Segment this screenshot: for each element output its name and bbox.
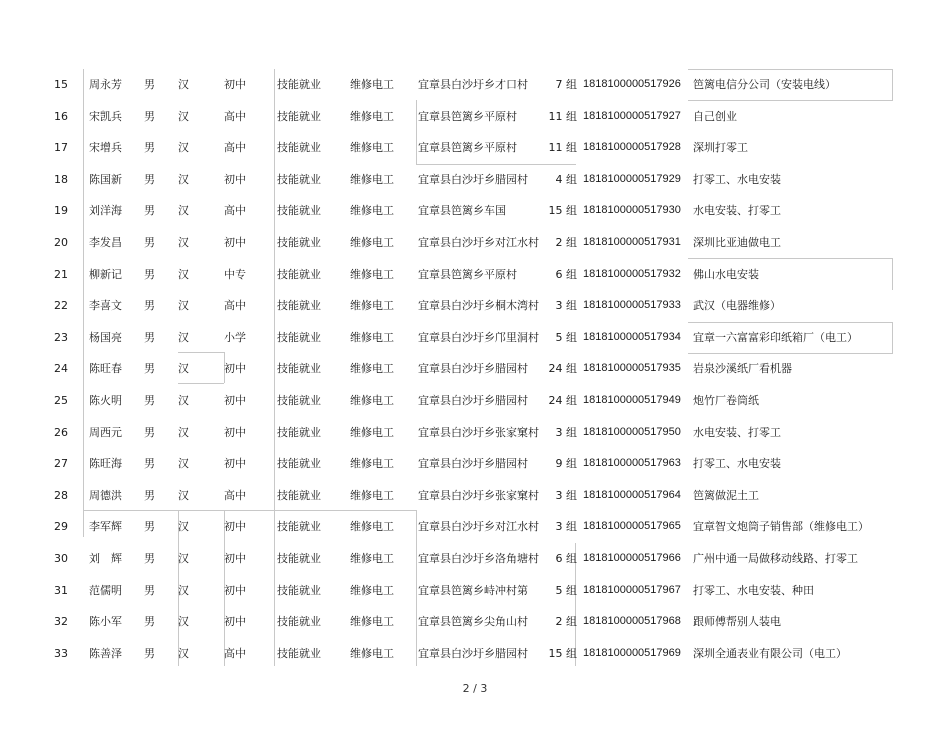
education: 高中 xyxy=(224,488,246,502)
group: 6 组 xyxy=(555,551,577,565)
education: 高中 xyxy=(224,109,246,123)
employment-type: 技能就业 xyxy=(277,299,321,313)
gender: 男 xyxy=(144,551,155,565)
gender: 男 xyxy=(144,646,155,660)
gender: 男 xyxy=(144,299,155,313)
certificate-number: 1818100000517932 xyxy=(583,267,681,280)
row-number: 24 xyxy=(54,362,68,376)
row-number: 28 xyxy=(54,488,68,502)
address: 宜章县白沙圩乡腊园村 xyxy=(418,646,528,660)
person-name: 周西元 xyxy=(89,425,122,439)
occupation: 维修电工 xyxy=(350,583,394,597)
education: 小学 xyxy=(224,330,246,344)
occupation: 维修电工 xyxy=(350,520,394,534)
workplace: 炮竹厂卷筒纸 xyxy=(693,393,759,407)
employment-type: 技能就业 xyxy=(277,615,321,629)
ethnicity: 汉 xyxy=(178,646,189,660)
ethnicity: 汉 xyxy=(178,204,189,218)
address: 宜章县白沙圩乡才口村 xyxy=(418,78,528,91)
occupation: 维修电工 xyxy=(350,551,394,565)
education: 初中 xyxy=(224,172,246,186)
gender: 男 xyxy=(144,172,155,186)
certificate-number: 1818100000517968 xyxy=(583,615,681,628)
employment-type: 技能就业 xyxy=(277,172,321,186)
table-row xyxy=(0,227,950,259)
table-row xyxy=(0,638,950,670)
person-name: 陈火明 xyxy=(89,393,122,407)
occupation: 维修电工 xyxy=(350,457,394,471)
ethnicity: 汉 xyxy=(178,583,189,597)
employment-type: 技能就业 xyxy=(277,362,321,376)
person-name: 陈旺春 xyxy=(89,362,122,376)
person-name: 柳新记 xyxy=(89,267,122,281)
employment-type: 技能就业 xyxy=(277,109,321,123)
employment-type: 技能就业 xyxy=(277,204,321,218)
table-row xyxy=(0,543,950,575)
employment-type: 技能就业 xyxy=(277,330,321,344)
row-number: 21 xyxy=(54,267,68,281)
table-row xyxy=(0,322,950,354)
occupation: 维修电工 xyxy=(350,204,394,218)
row-number: 22 xyxy=(54,299,68,313)
address: 宜章县白沙圩乡桐木湾村 xyxy=(418,299,539,313)
group: 3 组 xyxy=(555,488,577,502)
workplace: 打零工、水电安装 xyxy=(693,172,781,186)
occupation: 维修电工 xyxy=(350,172,394,186)
employment-type: 技能就业 xyxy=(277,78,321,91)
row-number: 15 xyxy=(54,78,68,91)
workplace: 深圳比亚迪做电工 xyxy=(693,235,781,249)
certificate-number: 1818100000517965 xyxy=(583,520,681,533)
education: 高中 xyxy=(224,204,246,218)
ethnicity: 汉 xyxy=(178,425,189,439)
workplace: 笆篱做泥土工 xyxy=(693,488,759,502)
gender: 男 xyxy=(144,583,155,597)
occupation: 维修电工 xyxy=(350,393,394,407)
education: 初中 xyxy=(224,583,246,597)
gender: 男 xyxy=(144,488,155,502)
person-name: 陈小军 xyxy=(89,615,122,629)
gender: 男 xyxy=(144,141,155,155)
ethnicity: 汉 xyxy=(178,172,189,186)
person-name: 陈善泽 xyxy=(89,646,122,660)
certificate-number: 1818100000517934 xyxy=(583,330,681,343)
workplace: 水电安装、打零工 xyxy=(693,425,781,439)
ethnicity: 汉 xyxy=(178,299,189,313)
gender: 男 xyxy=(144,425,155,439)
table-row xyxy=(0,606,950,638)
person-name: 陈国新 xyxy=(89,172,122,186)
row-number: 18 xyxy=(54,172,68,186)
address: 宜章县白沙圩乡洛角塘村 xyxy=(418,551,539,565)
page-number: 2 / 3 xyxy=(462,682,488,695)
workplace: 深圳全通表业有限公司（电工） xyxy=(693,646,847,660)
person-name: 周德洪 xyxy=(89,488,122,502)
table-row xyxy=(0,132,950,164)
occupation: 维修电工 xyxy=(350,488,394,502)
employment-type: 技能就业 xyxy=(277,646,321,660)
education: 初中 xyxy=(224,362,246,376)
ethnicity: 汉 xyxy=(178,551,189,565)
group: 7 组 xyxy=(555,78,577,91)
certificate-number: 1818100000517949 xyxy=(583,393,681,406)
occupation: 维修电工 xyxy=(350,425,394,439)
address: 宜章县白沙圩乡腊园村 xyxy=(418,362,528,376)
table-row xyxy=(0,448,950,480)
workplace: 笆篱电信分公司（安装电线） xyxy=(693,78,836,91)
table-row xyxy=(0,259,950,291)
address: 宜章县笆篱乡平原村 xyxy=(418,267,517,281)
address: 宜章县白沙圩乡邝里洞村 xyxy=(418,330,539,344)
education: 中专 xyxy=(224,267,246,281)
workplace: 宜章一六富富彩印纸箱厂（电工） xyxy=(693,330,858,344)
occupation: 维修电工 xyxy=(350,299,394,313)
gender: 男 xyxy=(144,78,155,91)
employment-type: 技能就业 xyxy=(277,393,321,407)
education: 初中 xyxy=(224,235,246,249)
occupation: 维修电工 xyxy=(350,615,394,629)
occupation: 维修电工 xyxy=(350,330,394,344)
education: 高中 xyxy=(224,646,246,660)
education: 高中 xyxy=(224,299,246,313)
person-name: 宋凯兵 xyxy=(89,109,122,123)
occupation: 维修电工 xyxy=(350,78,394,91)
gender: 男 xyxy=(144,267,155,281)
table-row xyxy=(0,101,950,133)
gender: 男 xyxy=(144,520,155,534)
group: 9 组 xyxy=(555,457,577,471)
education: 初中 xyxy=(224,551,246,565)
address: 宜章县白沙圩乡腊园村 xyxy=(418,393,528,407)
employment-type: 技能就业 xyxy=(277,488,321,502)
employment-type: 技能就业 xyxy=(277,141,321,155)
person-name: 宋增兵 xyxy=(89,141,122,155)
employment-type: 技能就业 xyxy=(277,520,321,534)
certificate-number: 1818100000517966 xyxy=(583,551,681,564)
certificate-number: 1818100000517927 xyxy=(583,109,681,122)
certificate-number: 1818100000517935 xyxy=(583,362,681,375)
ethnicity: 汉 xyxy=(178,615,189,629)
employment-type: 技能就业 xyxy=(277,583,321,597)
certificate-number: 1818100000517963 xyxy=(583,457,681,470)
group: 11 组 xyxy=(548,141,577,155)
certificate-number: 1818100000517930 xyxy=(583,204,681,217)
certificate-number: 1818100000517926 xyxy=(583,78,681,90)
workplace: 深圳打零工 xyxy=(693,141,748,155)
workplace: 打零工、水电安装 xyxy=(693,457,781,471)
gender: 男 xyxy=(144,362,155,376)
employment-type: 技能就业 xyxy=(277,267,321,281)
address: 宜章县白沙圩乡张家窠村 xyxy=(418,488,539,502)
person-name: 李发昌 xyxy=(89,235,122,249)
certificate-number: 1818100000517929 xyxy=(583,172,681,185)
row-number: 16 xyxy=(54,109,68,123)
occupation: 维修电工 xyxy=(350,267,394,281)
group: 11 组 xyxy=(548,109,577,123)
row-number: 31 xyxy=(54,583,68,597)
person-name: 李军辉 xyxy=(89,520,122,534)
row-number: 29 xyxy=(54,520,68,534)
certificate-number: 1818100000517928 xyxy=(583,141,681,154)
group: 3 组 xyxy=(555,520,577,534)
certificate-number: 1818100000517964 xyxy=(583,488,681,501)
education: 初中 xyxy=(224,615,246,629)
ethnicity: 汉 xyxy=(178,393,189,407)
table-row xyxy=(0,385,950,417)
address: 宜章县白沙圩乡腊园村 xyxy=(418,172,528,186)
address: 宜章县白沙圩乡对江水村 xyxy=(418,520,539,534)
table-row xyxy=(0,511,950,543)
group: 24 组 xyxy=(548,393,577,407)
workplace: 宜章智文炮筒子销售部（维修电工） xyxy=(693,520,869,534)
row-number: 26 xyxy=(54,425,68,439)
group: 2 组 xyxy=(555,615,577,629)
employment-type: 技能就业 xyxy=(277,235,321,249)
table-row xyxy=(0,195,950,227)
person-name: 李喜文 xyxy=(89,299,122,313)
workplace: 广州中通一局做移动线路、打零工 xyxy=(693,551,858,565)
workplace: 岩泉沙溪纸厂看机器 xyxy=(693,362,792,376)
certificate-number: 1818100000517931 xyxy=(583,235,681,248)
table-row xyxy=(0,480,950,512)
ethnicity: 汉 xyxy=(178,78,189,91)
table-row xyxy=(0,69,950,101)
person-name: 杨国亮 xyxy=(89,330,122,344)
education: 初中 xyxy=(224,78,246,91)
person-name: 刘洋海 xyxy=(89,204,122,218)
trainee-table xyxy=(0,69,950,669)
group: 5 组 xyxy=(555,330,577,344)
address: 宜章县笆篱乡尖角山村 xyxy=(418,615,528,629)
row-number: 17 xyxy=(54,141,68,155)
ethnicity: 汉 xyxy=(178,109,189,123)
certificate-number: 1818100000517967 xyxy=(583,583,681,596)
group: 24 组 xyxy=(548,362,577,376)
occupation: 维修电工 xyxy=(350,362,394,376)
certificate-number: 1818100000517933 xyxy=(583,299,681,312)
ethnicity: 汉 xyxy=(178,141,189,155)
employment-type: 技能就业 xyxy=(277,551,321,565)
workplace: 佛山水电安装 xyxy=(693,267,759,281)
group: 6 组 xyxy=(555,267,577,281)
address: 宜章县白沙圩乡对江水村 xyxy=(418,235,539,249)
group: 2 组 xyxy=(555,235,577,249)
occupation: 维修电工 xyxy=(350,109,394,123)
address: 宜章县白沙圩乡张家窠村 xyxy=(418,425,539,439)
occupation: 维修电工 xyxy=(350,646,394,660)
occupation: 维修电工 xyxy=(350,141,394,155)
ethnicity: 汉 xyxy=(178,330,189,344)
group: 3 组 xyxy=(555,299,577,313)
row-number: 25 xyxy=(54,393,68,407)
workplace: 跟师傅帮别人装电 xyxy=(693,615,781,629)
employment-type: 技能就业 xyxy=(277,425,321,439)
row-number: 27 xyxy=(54,457,68,471)
address: 宜章县白沙圩乡腊园村 xyxy=(418,457,528,471)
occupation: 维修电工 xyxy=(350,235,394,249)
gender: 男 xyxy=(144,109,155,123)
ethnicity: 汉 xyxy=(178,267,189,281)
person-name: 刘 辉 xyxy=(89,551,122,565)
certificate-number: 1818100000517950 xyxy=(583,425,681,438)
address: 宜章县笆篱乡平原村 xyxy=(418,141,517,155)
education: 初中 xyxy=(224,520,246,534)
ethnicity: 汉 xyxy=(178,235,189,249)
group: 15 组 xyxy=(548,646,577,660)
employment-type: 技能就业 xyxy=(277,457,321,471)
education: 初中 xyxy=(224,393,246,407)
row-number: 20 xyxy=(54,235,68,249)
gender: 男 xyxy=(144,204,155,218)
gender: 男 xyxy=(144,393,155,407)
group: 15 组 xyxy=(548,204,577,218)
row-number: 32 xyxy=(54,615,68,629)
workplace: 自己创业 xyxy=(693,109,737,123)
gender: 男 xyxy=(144,235,155,249)
workplace: 打零工、水电安装、种田 xyxy=(693,583,814,597)
certificate-number: 1818100000517969 xyxy=(583,646,681,659)
table-row xyxy=(0,164,950,196)
ethnicity: 汉 xyxy=(178,362,189,376)
table-row xyxy=(0,290,950,322)
address: 宜章县笆篱乡车国 xyxy=(418,204,506,218)
row-number: 19 xyxy=(54,204,68,218)
education: 初中 xyxy=(224,425,246,439)
ethnicity: 汉 xyxy=(178,488,189,502)
table-row xyxy=(0,417,950,449)
person-name: 范儒明 xyxy=(89,583,122,597)
workplace: 水电安装、打零工 xyxy=(693,204,781,218)
table-row xyxy=(0,575,950,607)
person-name: 周永芳 xyxy=(89,78,122,91)
row-number: 30 xyxy=(54,551,68,565)
workplace: 武汉（电器维修） xyxy=(693,299,781,313)
education: 高中 xyxy=(224,141,246,155)
address: 宜章县笆篱乡峙冲村第 xyxy=(418,583,528,597)
group: 3 组 xyxy=(555,425,577,439)
table-row xyxy=(0,353,950,385)
ethnicity: 汉 xyxy=(178,520,189,534)
group: 4 组 xyxy=(555,172,577,186)
ethnicity: 汉 xyxy=(178,457,189,471)
row-number: 33 xyxy=(54,646,68,660)
gender: 男 xyxy=(144,457,155,471)
group: 5 组 xyxy=(555,583,577,597)
row-number: 23 xyxy=(54,330,68,344)
education: 初中 xyxy=(224,457,246,471)
person-name: 陈旺海 xyxy=(89,457,122,471)
address: 宜章县笆篱乡平原村 xyxy=(418,109,517,123)
gender: 男 xyxy=(144,615,155,629)
gender: 男 xyxy=(144,330,155,344)
